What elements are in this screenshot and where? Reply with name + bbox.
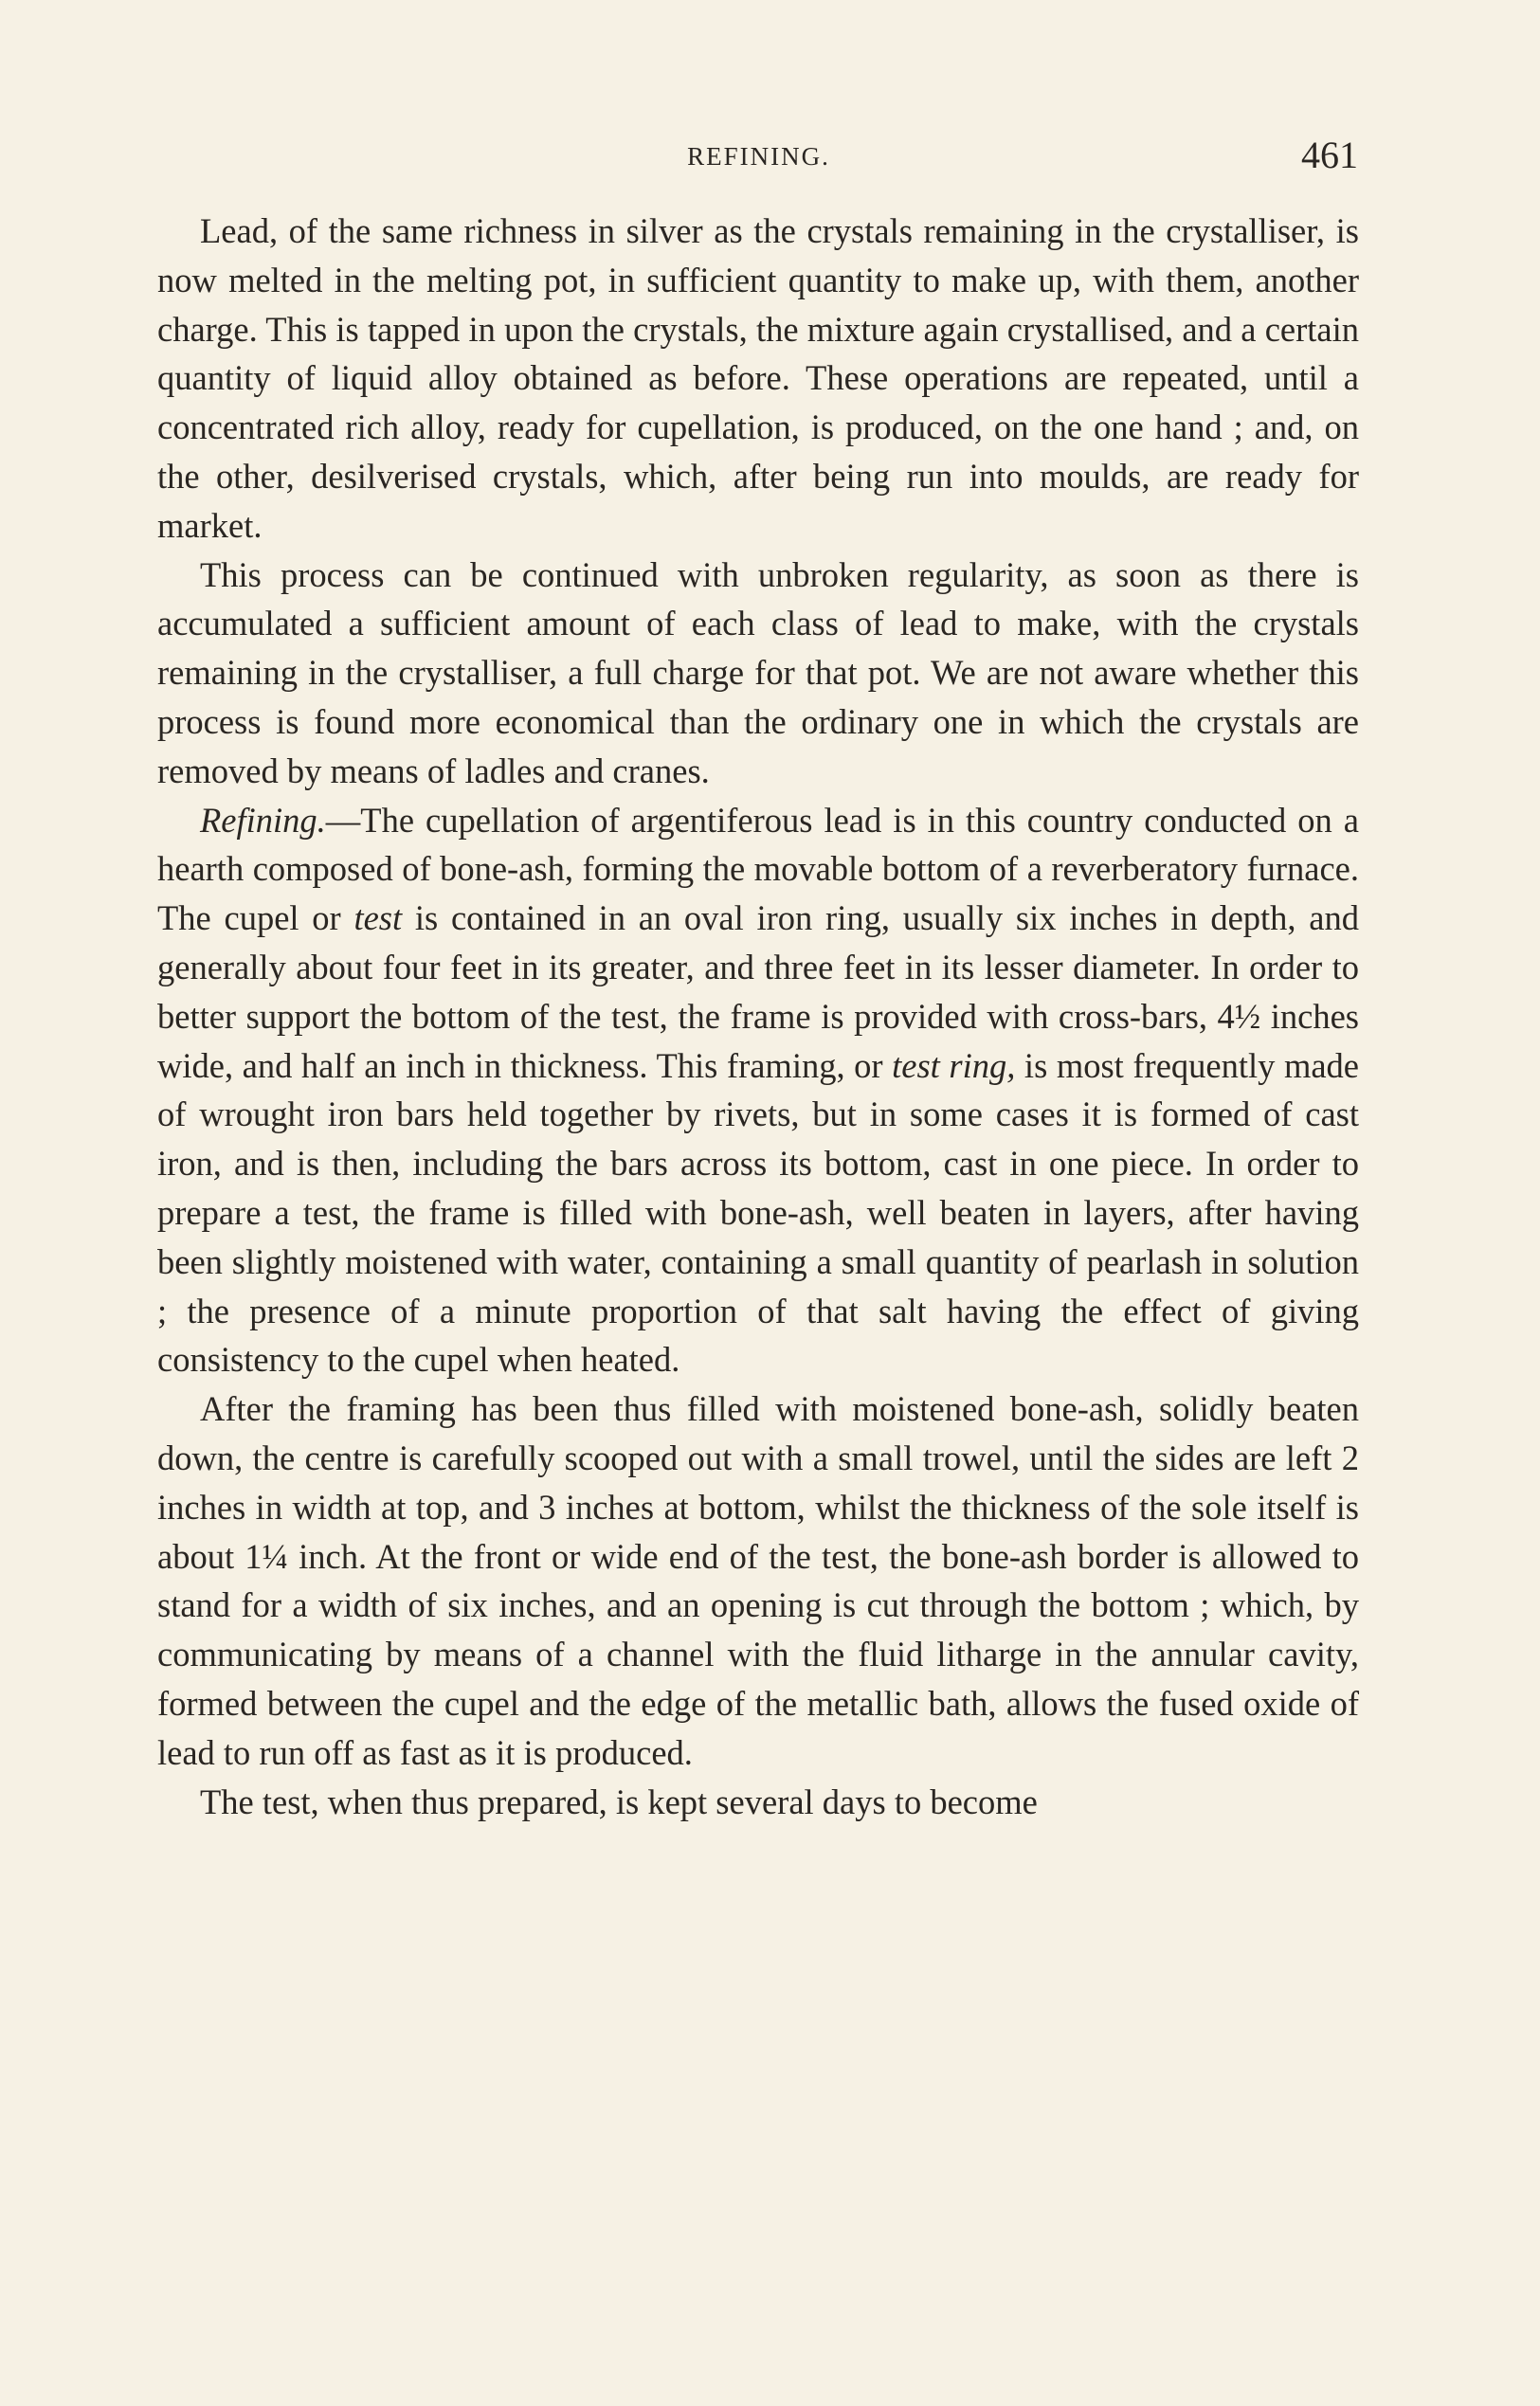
body-text (157, 207, 1359, 1826)
paragraph-3-text-c: is most frequently made of wrought iron bars held together by rivets, but in some cases it is formed of cast iron, and is then, including the bars across its bottom, cast in one piece. In order to prepare a test, the frame is filled with bone-ash, well beaten in layers, after having been slightly moistened with water, containing a small quantity of pearlash in solution ; the presence of a minute proportion of that salt having the effect of giving consistency to the cupel when heated. (157, 1045, 1359, 1380)
term-test-ring: test ring, (892, 1045, 1016, 1085)
paragraph-5: The test, when thus prepared, is kept several days to become (200, 1782, 1038, 1821)
paragraph-3-text-a: —The cupellation of argentiferous lead is in this country conducted on a hearth composed of bone-ash, forming the movable bottom of a reverberatory furnace. The cupel or (157, 800, 1359, 938)
paragraph-3 (157, 796, 1359, 1385)
running-title: REFINING. (687, 142, 830, 171)
paragraph-1: Lead, of the same richness in silver as the crystals remaining in the crystalliser, is now melted in the melting pot, in sufficient quantity to make up, with them, another charge. This is tapped in upon the crystals, the mixture again crystallised, and a certain quantity of liquid alloy obtained as before. These operations are repeated, until a concentrated rich alloy, ready for cupellation, is produced, on the one hand ; and, on the other, desilverised crystals, which, after being run into moulds, are ready for market. (157, 211, 1359, 545)
paragraph-2: This process can be continued with unbroken regularity, as soon as there is accumulated a sufficient amount of each class of lead to make, with the crystals remaining in the crystalliser, a full charge for that pot. We are not aware whether this process is found more economical than the ordinary one in which the crystals are removed by means of ladles and cranes. (157, 554, 1359, 790)
paragraph-4: After the framing has been thus filled with moistened bone-ash, solidly beaten down, the centre is carefully scooped out with a small trowel, until the sides are left 2 inches in width at top, and 3 inches at bottom, whilst the thickness of the sole itself is about 1¼ inch. At the front or wide end of the test, the bone-ash border is allowed to stand for a width of six inches, and an opening is cut through the bottom ; which, by communicating by means of a channel with the fluid litharge in the annular cavity, formed between the cupel and the edge of the metallic bath, allows the fused oxide of lead to run off as fast as it is produced. (157, 1389, 1359, 1772)
page-number: 461 (1301, 134, 1358, 176)
section-heading-refining: Refining. (200, 800, 326, 840)
paragraph-3-text-b: is contained in an oval iron ring, usually six inches in depth, and generally about four feet in its greater, and three feet in its lesser diameter. In order to better support the bottom of the test, the frame is provided with cross-bars, 4½ inches wide, and half an inch in thickness. This framing, or (157, 898, 1359, 1085)
running-head (159, 133, 1358, 180)
term-test: test (353, 898, 403, 938)
